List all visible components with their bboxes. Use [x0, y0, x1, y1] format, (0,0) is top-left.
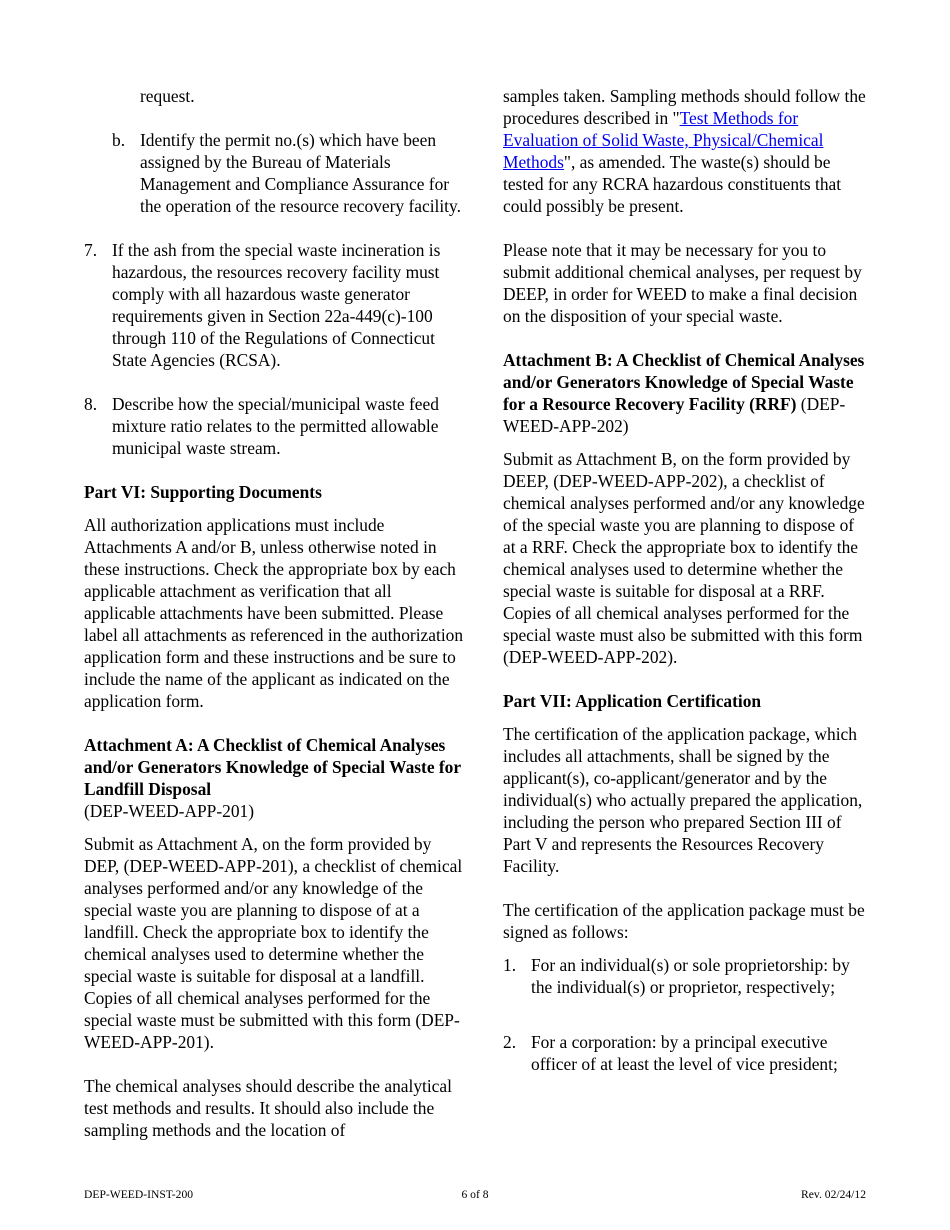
list-marker: 2. — [503, 1032, 517, 1052]
attachment-a-title: Attachment A: A Checklist of Chemical Analyses and/or Generators Knowledge of Special Waste for Landfill Disposal — [84, 735, 461, 799]
list-item-text: If the ash from the special waste incineration is hazardous, the resources recovery facility must comply with all hazardous waste generator requirements given in Section 22a-449(c)-100 through 110 of the Regulations of Connecticut State Agencies (RCSA). — [112, 240, 441, 370]
list-item-b — [84, 129, 467, 217]
attachment-a-heading — [84, 734, 467, 822]
sampling-paragraph — [503, 85, 869, 217]
footer-page-number: 6 of 8 — [461, 1188, 489, 1201]
list-item-text: For an individual(s) or sole proprietorship: by the individual(s) or proprietor, respectively; — [531, 955, 850, 997]
right-column — [503, 85, 869, 1075]
attachment-a-body: Submit as Attachment A, on the form provided by DEP, (DEP-WEED-APP-201), a checklist of chemical analyses performed and/or any knowledge of the special waste you are planning to dispose of at a landfill. Check the appropriate box to identify the chemical analyses used to determine whether the special waste is suitable for disposal at a landfill. Copies of all chemical analyses performed for the special waste must be submitted with this form (DEP-WEED-APP-201). — [84, 834, 463, 1052]
attachment-a-form-id: (DEP-WEED-APP-201) — [84, 801, 255, 821]
list-marker: 8. — [84, 394, 98, 414]
attachment-b-title: Attachment B: A Checklist of Chemical Analyses and/or Generators Knowledge of Special Waste for a Resource Recovery Facility (RRF) — [503, 350, 865, 414]
test-methods-link[interactable]: Test Methods for Evaluation of Solid Waste, Physical/Chemical Methods — [503, 108, 824, 172]
list-item-8 — [84, 393, 467, 459]
continued-text: request. — [140, 86, 195, 106]
footer-revision: Rev. 02/24/12 — [801, 1188, 866, 1201]
attachment-b-heading — [503, 349, 869, 437]
attachment-b-form-id: (DEP-WEED-APP-202) — [503, 394, 846, 436]
footer-doc-id: DEP-WEED-INST-200 — [84, 1188, 194, 1201]
list-marker: 7. — [84, 240, 98, 260]
attachment-a-body-2: The chemical analyses should describe the analytical test methods and results. It should also include the sampling methods and the location of — [84, 1076, 452, 1140]
page-footer — [84, 1188, 866, 1202]
sampling-text-before: samples taken. Sampling methods should follow the procedures described in " — [503, 86, 866, 128]
list-item-text: Identify the permit no.(s) which have been assigned by the Bureau of Materials Management and Compliance Assurance for the operation of the resource recovery facility. — [140, 130, 461, 216]
part-vii-body: The certification of the application package, which includes all attachments, shall be signed by the applicant(s), co-applicant/generator and by the individual(s) who actually prepared the application, including the person who prepared Section III of Part V and represents the Resources Recovery Facility. — [503, 724, 863, 876]
list-marker: 1. — [503, 955, 517, 975]
list-marker: b. — [112, 130, 126, 150]
part-vii-body-2: The certification of the application package must be signed as follows: — [503, 900, 865, 942]
section-heading-part-vi: Part VI: Supporting Documents — [84, 482, 322, 502]
attachment-b-body: Submit as Attachment B, on the form provided by DEEP, (DEP-WEED-APP-202), a checklist of chemical analyses performed and/or any knowledge of the special waste you are planning to dispose of at a RRF. Check the appropriate box to identify the chemical analyses used to determine whether the special waste is suitable for disposal at a RRF. Copies of all chemical analyses performed for the special waste must also be submitted with this form (DEP-WEED-APP-202). — [503, 449, 865, 667]
section-heading-part-vii: Part VII: Application Certification — [503, 691, 762, 711]
list-item-text: Describe how the special/municipal waste feed mixture ratio relates to the permitted allowable municipal waste stream. — [112, 394, 439, 458]
left-column — [84, 85, 467, 1141]
note-paragraph: Please note that it may be necessary for you to submit additional chemical analyses, per request by DEEP, in order for WEED to make a final decision on the disposition of your special waste. — [503, 240, 862, 326]
part-vi-body: All authorization applications must include Attachments A and/or B, unless otherwise noted in these instructions. Check the appropriate box by each applicable attachment as verification that all applicable attachments have been submitted. Please label all attachments as referenced in the authorization application form and these instructions and be sure to include the name of the applicant as indicated on the application form. — [84, 515, 464, 711]
list-item-text: For a corporation: by a principal executive officer of at least the level of vice president; — [531, 1032, 838, 1074]
certification-item-2 — [503, 1031, 869, 1075]
certification-item-1 — [503, 954, 869, 998]
sampling-text-after: ", as amended. The waste(s) should be tested for any RCRA hazardous constituents that could possibly be present. — [503, 152, 842, 216]
list-item-7 — [84, 239, 467, 371]
